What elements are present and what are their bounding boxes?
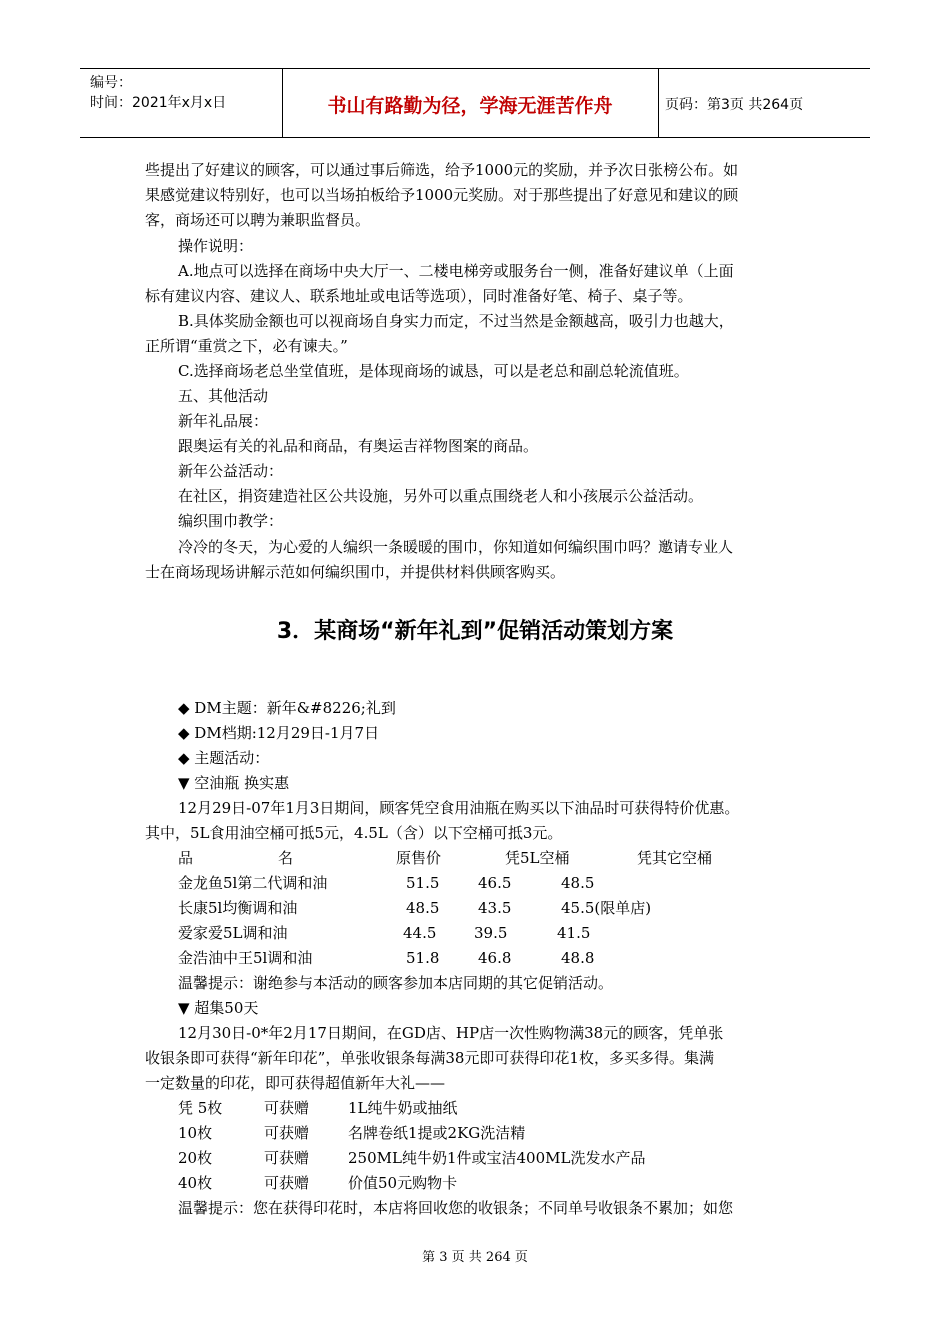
body-line: 正所谓“重赏之下，必有谏夫。”: [145, 337, 348, 355]
gift-verb: 可获赠: [264, 1149, 310, 1167]
body-line: 标有建议内容、建议人、联系地址或电话等选项），同时准备好笔、椅子、桌子等。: [145, 287, 693, 305]
body-line: 跟奥运有关的礼品和商品，有奥运吉祥物图案的商品。: [178, 437, 539, 455]
page-header: [80, 68, 870, 138]
gift-verb: 可获赠: [264, 1124, 310, 1142]
product-name: 金龙鱼5l第二代调和油: [178, 874, 328, 892]
plan-line: 温馨提示：谢绝参与本活动的顾客参加本店同期的其它促销活动。: [178, 974, 614, 992]
price-other-barrel: 45.5(限单店): [561, 899, 652, 917]
price-5l-barrel: 39.5: [474, 924, 508, 942]
body-line: 果感觉建议特别好，也可以当场拍板给予1000元奖励。对于那些提出了好意见和建议的顾: [145, 186, 739, 204]
plan-line: 12月29日-07年1月3日期间，顾客凭空食用油瓶在购买以下油品时可获得特价优惠。: [178, 799, 740, 817]
body-line: 操作说明：: [178, 237, 254, 255]
body-line: B.具体奖励金额也可以视商场自身实力而定，不过当然是金额越高，吸引力也越大，: [178, 312, 734, 330]
original-price: 44.5: [403, 924, 437, 942]
gift-item: 1L纯牛奶或抽纸: [348, 1099, 458, 1117]
product-name: 长康5l均衡调和油: [178, 899, 298, 917]
original-price: 48.5: [406, 899, 440, 917]
plan-line: ▼ 超集50天: [178, 999, 259, 1017]
section-title: 3．某商场“新年礼到”促销活动策划方案: [276, 619, 674, 644]
price-other-barrel: 48.8: [561, 949, 595, 967]
header-divider: [658, 69, 659, 137]
header-left: [90, 73, 226, 113]
product-name: 金浩油中王5l调和油: [178, 949, 313, 967]
date-label: 时间：2021年x月x日: [90, 95, 227, 111]
body-line: 些提出了好建议的顾客，可以通过事后筛选，给予1000元的奖励，并予次日张榜公布。如: [145, 161, 739, 179]
plan-line: ◆ 主题活动：: [178, 749, 270, 767]
body-line: C.选择商场老总坐堂值班，是体现商场的诚恳，可以是老总和副总轮流值班。: [178, 362, 689, 380]
number-label: 编号：: [90, 75, 132, 91]
stamp-count: 凭 5枚: [178, 1099, 223, 1117]
gift-item: 名牌卷纸1提或2KG洗洁精: [348, 1124, 526, 1142]
header-cell: 凭其它空桶: [637, 849, 713, 867]
body-line: 五、其他活动: [178, 387, 269, 405]
plan-line: ◆ DM档期:12月29日-1月7日: [178, 724, 380, 742]
body-line: 新年礼品展：: [178, 412, 269, 430]
stamp-count: 40枚: [178, 1174, 213, 1192]
price-other-barrel: 41.5: [557, 924, 591, 942]
plan-line: 收银条即可获得“新年印花”，单张收银条每满38元即可获得印花1枚，多买多得。集满: [145, 1049, 714, 1067]
gift-verb: 可获赠: [264, 1099, 310, 1117]
body-line: 冷冷的冬天，为心爱的人编织一条暖暖的围巾，你知道如何编织围巾吗？邀请专业人: [178, 538, 734, 556]
plan-line: ◆ DM主题：新年&#8226;礼到: [178, 699, 396, 717]
price-other-barrel: 48.5: [561, 874, 595, 892]
stamp-count: 10枚: [178, 1124, 213, 1142]
stamp-count: 20枚: [178, 1149, 213, 1167]
body-line: 在社区，捐资建造社区公共设施，另外可以重点围绕老人和小孩展示公益活动。: [178, 487, 704, 505]
plan-line: 温馨提示：您在获得印花时，本店将回收您的收银条；不同单号收银条不累加；如您: [178, 1199, 734, 1217]
header-cell: 凭5L空桶: [505, 849, 570, 867]
header-page-info: 页码：第3页 共264页: [665, 97, 804, 113]
page-footer: 第 3 页 共 264 页: [422, 1250, 528, 1265]
header-cell: 品: [178, 849, 194, 867]
body-line: 客，商场还可以聘为兼职监督员。: [145, 211, 371, 229]
product-name: 爱家爱5L调和油: [178, 924, 288, 942]
header-cell: 名: [278, 849, 294, 867]
gift-item: 价值50元购物卡: [348, 1174, 458, 1192]
original-price: 51.5: [406, 874, 440, 892]
gift-verb: 可获赠: [264, 1174, 310, 1192]
body-line: 新年公益活动：: [178, 462, 284, 480]
body-line: 编织围巾教学：: [178, 512, 284, 530]
header-motto: 书山有路勤为径，学海无涯苦作舟: [327, 95, 613, 117]
price-5l-barrel: 46.5: [478, 874, 512, 892]
original-price: 51.8: [406, 949, 440, 967]
header-cell: 原售价: [396, 849, 442, 867]
price-5l-barrel: 46.8: [478, 949, 512, 967]
gift-item: 250ML纯牛奶1件或宝洁400ML洗发水产品: [348, 1149, 646, 1167]
body-line: 士在商场现场讲解示范如何编织围巾，并提供材料供顾客购买。: [145, 563, 566, 581]
plan-line: ▼ 空油瓶 换实惠: [178, 774, 290, 792]
plan-line: 12月30日-0*年2月17日期间，在GD店、HP店一次性购物满38元的顾客，凭单张: [178, 1024, 724, 1042]
plan-line: 一定数量的印花，即可获得超值新年大礼——: [145, 1074, 446, 1092]
body-line: A.地点可以选择在商场中央大厅一、二楼电梯旁或服务台一侧，准备好建议单（上面: [178, 262, 734, 280]
plan-line: 其中，5L食用油空桶可抵5元，4.5L（含）以下空桶可抵3元。: [145, 824, 563, 842]
price-5l-barrel: 43.5: [478, 899, 512, 917]
